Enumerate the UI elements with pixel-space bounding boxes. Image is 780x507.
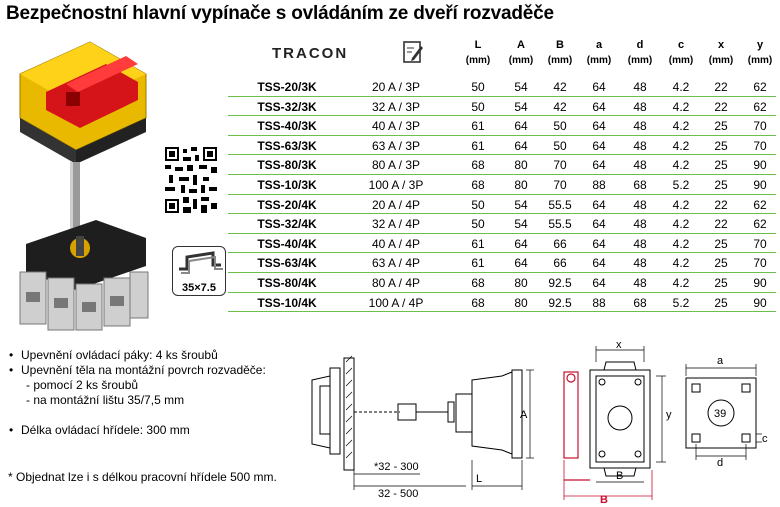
value-cell: 4.2 — [672, 119, 690, 134]
table-row — [228, 273, 776, 293]
model-cell: TSS-20/3K — [257, 80, 317, 94]
rating-cell: 32 A / 3P — [371, 99, 421, 114]
rating-cell: 20 A / 4P — [371, 197, 421, 212]
value-cell: 92.5 — [548, 276, 572, 290]
value-cell: 61 — [471, 138, 485, 153]
value-cell: 62 — [753, 80, 767, 94]
value-cell: 64 — [592, 80, 606, 94]
rating-cell: 100 A / 4P — [368, 295, 424, 310]
table-row — [228, 155, 776, 175]
value-cell: 64 — [592, 99, 606, 114]
value-cell: 48 — [633, 276, 647, 290]
value-cell: 70 — [553, 178, 567, 192]
value-cell: 54 — [514, 99, 528, 114]
column-name: a — [595, 39, 603, 51]
note-sub2: - na montážní lištu 35/7,5 mm — [26, 393, 185, 407]
column-unit: (mm) — [586, 55, 612, 66]
column-header — [742, 38, 778, 68]
value-cell: 64 — [514, 119, 528, 134]
value-cell: 88 — [592, 178, 606, 192]
dim-A: A — [520, 409, 528, 421]
value-cell: 25 — [714, 158, 728, 173]
value-cell: 64 — [592, 236, 606, 251]
rating-cell: 80 A / 3P — [371, 158, 421, 173]
model-cell: TSS-10/3K — [257, 178, 317, 192]
dim-y: y — [666, 409, 672, 421]
value-cell: 80 — [514, 178, 528, 192]
value-cell: 48 — [633, 158, 647, 173]
value-cell: 48 — [633, 236, 647, 251]
value-cell: 90 — [753, 158, 767, 173]
column-unit: (mm) — [668, 55, 694, 66]
footnote: * Objednat lze i s délkou pracovní hřídele 500 mm. — [8, 470, 277, 484]
dimension-drawing — [290, 340, 780, 505]
rating-cell: 80 A / 4P — [371, 276, 421, 290]
table-row — [228, 253, 776, 273]
value-cell: 68 — [471, 178, 485, 192]
value-cell: 68 — [633, 295, 647, 310]
value-cell: 25 — [714, 178, 728, 192]
installation-notes — [8, 348, 266, 438]
note-sub1: - pomocí 2 ks šroubů — [26, 378, 139, 392]
column-name: d — [636, 39, 644, 51]
value-cell: 64 — [514, 236, 528, 251]
value-cell: 48 — [633, 217, 647, 232]
value-cell: 4.2 — [672, 217, 690, 232]
value-cell: 25 — [714, 256, 728, 271]
value-cell: 25 — [714, 138, 728, 153]
value-cell: 5.2 — [672, 178, 690, 192]
value-cell: 48 — [633, 119, 647, 134]
value-cell: 68 — [471, 158, 485, 173]
qr-code[interactable] — [165, 147, 217, 213]
value-cell: 64 — [592, 217, 606, 232]
value-cell: 48 — [633, 256, 647, 271]
value-cell: 68 — [633, 178, 647, 192]
value-cell: 50 — [553, 138, 567, 153]
column-unit: (mm) — [747, 55, 773, 66]
column-name: x — [717, 39, 725, 51]
rating-cell: 100 A / 3P — [368, 178, 424, 192]
rating-cell: 20 A / 3P — [371, 80, 421, 94]
value-cell: 90 — [753, 295, 767, 310]
rating-cell: 63 A / 4P — [371, 256, 421, 271]
column-name: A — [517, 39, 525, 51]
column-unit: (mm) — [708, 55, 734, 66]
value-cell: 88 — [592, 295, 606, 310]
value-cell: 64 — [514, 138, 528, 153]
value-cell: 55.5 — [548, 217, 572, 232]
model-cell: TSS-63/4K — [257, 256, 317, 271]
column-unit: (mm) — [508, 55, 534, 66]
column-header — [503, 38, 539, 68]
value-cell: 4.2 — [672, 256, 690, 271]
rating-cell: 63 A / 3P — [371, 138, 421, 153]
value-cell: 5.2 — [672, 295, 690, 310]
column-name: y — [756, 39, 764, 51]
value-cell: 90 — [753, 276, 767, 290]
value-cell: 4.2 — [672, 138, 690, 153]
value-cell: 48 — [633, 80, 647, 94]
value-cell: 80 — [514, 295, 528, 310]
column-name: c — [677, 39, 685, 51]
rating-cell: 32 A / 4P — [371, 217, 421, 232]
dim-x: x — [616, 340, 622, 351]
value-cell: 4.2 — [672, 158, 690, 173]
value-cell: 4.2 — [672, 236, 690, 251]
value-cell: 62 — [753, 197, 767, 212]
table-row — [228, 195, 776, 215]
table-row — [228, 234, 776, 254]
model-cell: TSS-20/4K — [257, 197, 317, 212]
value-cell: 61 — [471, 119, 485, 134]
value-cell: 50 — [471, 99, 485, 114]
value-cell: 90 — [753, 178, 767, 192]
dim-d: d — [717, 457, 724, 469]
table-row — [228, 77, 776, 97]
value-cell: 66 — [553, 236, 567, 251]
rail-profile-icon — [173, 247, 225, 279]
value-cell: 70 — [553, 158, 567, 173]
value-cell: 54 — [514, 197, 528, 212]
note-shaft: • Délka ovládací hřídele: 300 mm — [8, 423, 266, 438]
value-cell: 48 — [633, 138, 647, 153]
value-cell: 54 — [514, 217, 528, 232]
value-cell: 80 — [514, 276, 528, 290]
column-header — [703, 38, 739, 68]
rail-size-label: 35×7.5 — [182, 282, 216, 294]
note-body: • Upevnění těla na montážní povrch rozvaděče: — [8, 363, 266, 378]
table-row — [228, 97, 776, 117]
value-cell: 4.2 — [672, 80, 690, 94]
column-header — [622, 38, 658, 68]
value-cell: 64 — [592, 119, 606, 134]
value-cell: 61 — [471, 236, 485, 251]
column-unit: (mm) — [465, 55, 491, 66]
table-row — [228, 214, 776, 234]
value-cell: 64 — [592, 197, 606, 212]
value-cell: 80 — [514, 158, 528, 173]
rating-cell: 40 A / 3P — [371, 119, 421, 134]
value-cell: 50 — [471, 217, 485, 232]
column-unit: (mm) — [547, 55, 573, 66]
model-cell: TSS-63/3K — [257, 138, 317, 153]
table-row — [228, 136, 776, 156]
model-cell: TSS-40/3K — [257, 119, 317, 134]
value-cell: 25 — [714, 119, 728, 134]
column-header — [663, 38, 699, 68]
value-cell: 68 — [471, 295, 485, 310]
value-cell: 64 — [592, 256, 606, 271]
dim-B: B — [616, 470, 624, 482]
value-cell: 42 — [553, 99, 567, 114]
dim-a: a — [717, 355, 724, 367]
value-cell: 22 — [714, 197, 728, 212]
value-cell: 68 — [471, 276, 485, 290]
dim-L: L — [476, 473, 483, 485]
column-name: L — [474, 39, 482, 51]
value-cell: 4.2 — [672, 99, 690, 114]
model-cell: TSS-32/3K — [257, 99, 317, 114]
value-cell: 66 — [553, 256, 567, 271]
value-cell: 48 — [633, 99, 647, 114]
value-cell: 22 — [714, 80, 728, 94]
value-cell: 64 — [592, 138, 606, 153]
din-rail-icon — [172, 246, 226, 296]
value-cell: 64 — [514, 256, 528, 271]
value-cell: 22 — [714, 99, 728, 114]
value-cell: 48 — [633, 197, 647, 212]
note-handle: • Upevnění ovládací páky: 4 ks šroubů — [8, 348, 266, 363]
model-cell: TSS-80/4K — [257, 276, 317, 290]
value-cell: 4.2 — [672, 197, 690, 212]
value-cell: 50 — [471, 197, 485, 212]
value-cell: 4.2 — [672, 276, 690, 290]
column-header — [542, 38, 578, 68]
table-row — [228, 293, 776, 313]
brand-logo: TRACON — [272, 45, 349, 62]
dim-hole: 39 — [714, 408, 727, 420]
value-cell: 70 — [753, 256, 767, 271]
value-cell: 25 — [714, 236, 728, 251]
value-cell: 55.5 — [548, 197, 572, 212]
dim-B-red: B — [600, 494, 608, 505]
model-cell: TSS-40/4K — [257, 236, 317, 251]
value-cell: 22 — [714, 217, 728, 232]
value-cell: 92.5 — [548, 295, 572, 310]
value-cell: 64 — [592, 158, 606, 173]
page-title: Bezpečnostní hlavní vypínače s ovládáním ze dveří rozvaděče — [6, 3, 554, 24]
product-image — [6, 34, 156, 334]
rating-cell: 40 A / 4P — [371, 236, 421, 251]
value-cell: 54 — [514, 80, 528, 94]
column-name: B — [556, 39, 564, 51]
value-cell: 70 — [753, 119, 767, 134]
value-cell: 25 — [714, 276, 728, 290]
column-header — [460, 38, 496, 68]
column-header — [581, 38, 617, 68]
value-cell: 25 — [714, 295, 728, 310]
model-cell: TSS-10/4K — [257, 295, 317, 310]
model-cell: TSS-80/3K — [257, 158, 317, 173]
table-row — [228, 175, 776, 195]
value-cell: 70 — [753, 236, 767, 251]
edit-document-icon — [402, 40, 424, 64]
table-row — [228, 116, 776, 136]
dim-long: 32 - 500 — [378, 488, 419, 500]
dim-c: c — [762, 433, 768, 445]
value-cell: 62 — [753, 217, 767, 232]
value-cell: 70 — [753, 138, 767, 153]
value-cell: 62 — [753, 99, 767, 114]
value-cell: 50 — [553, 119, 567, 134]
value-cell: 64 — [592, 276, 606, 290]
dim-short: *32 - 300 — [374, 461, 419, 473]
column-unit: (mm) — [627, 55, 653, 66]
value-cell: 42 — [553, 80, 567, 94]
value-cell: 50 — [471, 80, 485, 94]
value-cell: 61 — [471, 256, 485, 271]
model-cell: TSS-32/4K — [257, 217, 317, 232]
